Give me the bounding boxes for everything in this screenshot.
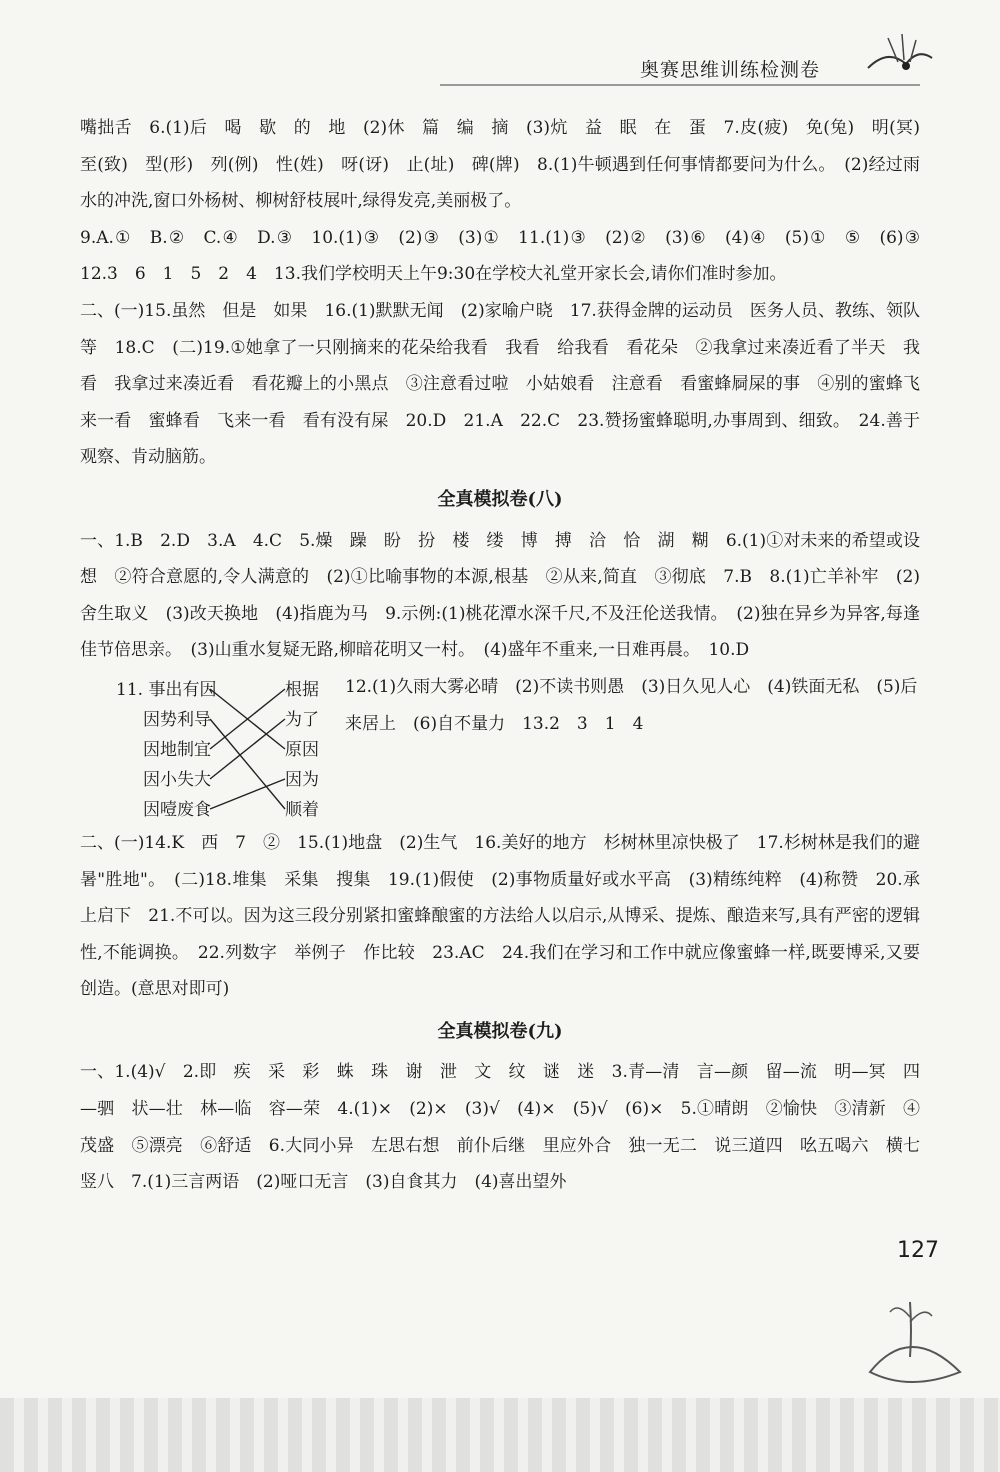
plant-decoration-icon <box>850 1262 970 1402</box>
match-right-item: 原因 <box>285 739 319 760</box>
match-left-item: 11. 事出有因 <box>116 679 217 700</box>
header-rule <box>440 84 920 86</box>
match-right-item: 根据 <box>285 679 319 700</box>
answer-content <box>80 110 937 1201</box>
match-left-item: 因势利导 <box>143 709 211 730</box>
answer-paragraph: 12.(1)久雨大雾必晴 (2)不读书则愚 (3)日久见人心 (4)铁面无私 (5)后来居上 (6)自不量力 13.2 3 1 4 <box>345 676 918 734</box>
matching-exercise <box>80 675 920 825</box>
answer-paragraph: 二、(一)14.K 西 7 ② 15.(1)地盘 (2)生气 16.美好的地方 杉树林里凉快极了 17.杉树林是我们的避暑"胜地"。 (二)18.堆集 采集 搜集 19.(1)假使 (2)事物质量好或水平高 (3)精练纯粹 (4)称赞 20.承上启下 21.不可以。因为这三段分别紧扣蜜蜂酿蜜的方法给人以启示,从博采、提炼、酿造来写,具有严密的逻辑性,不能调换。 22.列数字 举例子 作比较 23.AC 24.我们在学习和工作中就应像蜜蜂一样,既要博采,又要创造。(意思对即可) <box>80 832 920 1000</box>
answer-paragraph: 一、1.(4)√ 2.即 疾 采 彩 蛛 珠 谢 泄 文 纹 谜 迷 3.青—清 言—颜 留—流 明—冥 四—驷 状—壮 林—临 容—荣 4.(1)× (2)× (3)√ (4)× (5)√ (6)× 5.①晴朗 ②愉快 ③清新 ④茂盛 ⑤漂亮 ⑥舒适 6.大同小异 左思右想 前仆后继 里应外合 独一无二 说三道四 吆五喝六 横七竖八 7.(1)三言两语 (2)哑口无言 (3)自食其力 (4)喜出望外 <box>80 1062 920 1193</box>
footer-pattern <box>0 1398 1000 1472</box>
answer-paragraph: 一、1.B 2.D 3.A 4.C 5.燥 躁 盼 扮 楼 缕 博 搏 洽 恰 湖 糊 6.(1)①对未来的希望或设想 ②符合意愿的,令人满意的 (2)①比喻事物的本源,根基 ②从来,简直 ③彻底 7.B 8.(1)亡羊补牢 (2)舍生取义 (3)改天换地 (4)指鹿为马 9.示例:(1)桃花潭水深千尺,不及汪伦送我情。 (2)独在异乡为异客,每逢佳节倍思亲。 (3)山重水复疑无路,柳暗花明又一村。 (4)盛年不重来,一日难再晨。 10.D <box>80 530 920 661</box>
page-number: 127 <box>897 1238 939 1263</box>
match-right-item: 顺着 <box>285 799 319 820</box>
bird-decoration-icon <box>858 28 938 88</box>
match-left-item: 因地制宜 <box>143 739 211 760</box>
match-right-item: 因为 <box>285 769 319 790</box>
answer-paragraph: 9.A.① B.② C.④ D.③ 10.(1)③ (2)③ (3)① 11.(1)③ (2)② (3)⑥ (4)④ (5)① ⑤ (6)③ 12.3 6 1 5 2 4 13.我们学校明天上午9:30在学校大礼堂开家长会,请你们准时参加。 <box>80 227 937 285</box>
section-title-8: 全真模拟卷(八) <box>437 488 563 510</box>
answer-paragraph: 二、(一)15.虽然 但是 如果 16.(1)默默无闻 (2)家喻户晓 17.获得金牌的运动员 医务人员、教练、领队等 18.C (二)19.①她拿了一只刚摘来的花朵给我看 我看 给我看 看花朵 ②我拿过来凑近看了半天 我看 我拿过来凑近看 看花瓣上的小黑点 ③注意看过啦 小姑娘看 注意看 看蜜蜂屙屎的事 ④别的蜜蜂飞来一看 蜜蜂看 飞来一看 看有没有屎 20.D 21.A 22.C 23.赞扬蜜蜂聪明,办事周到、细致。 24.善于观察、肯动脑筋。 <box>80 300 920 468</box>
answer-paragraph: 嘴拙舌 6.(1)后 喝 歇 的 地 (2)休 篇 编 摘 (3)炕 益 眠 在 蛋 7.皮(疲) 免(兔) 明(冥) 至(致) 型(形) 列(例) 性(姓) 呀(讶) 止(址) 碑(牌) 8.(1)牛顿遇到任何事情都要问为什么。 (2)经过雨水的冲洗,窗口外杨树、柳树舒枝展叶,绿得发亮,美丽极了。 <box>80 118 937 212</box>
match-left-item: 因小失大 <box>143 769 211 790</box>
match-right-item: 为了 <box>285 709 319 730</box>
section-title-9: 全真模拟卷(九) <box>437 1020 563 1042</box>
match-left-item: 因噎废食 <box>143 799 211 820</box>
page-header-title: 奥赛思维训练检测卷 <box>640 59 821 81</box>
